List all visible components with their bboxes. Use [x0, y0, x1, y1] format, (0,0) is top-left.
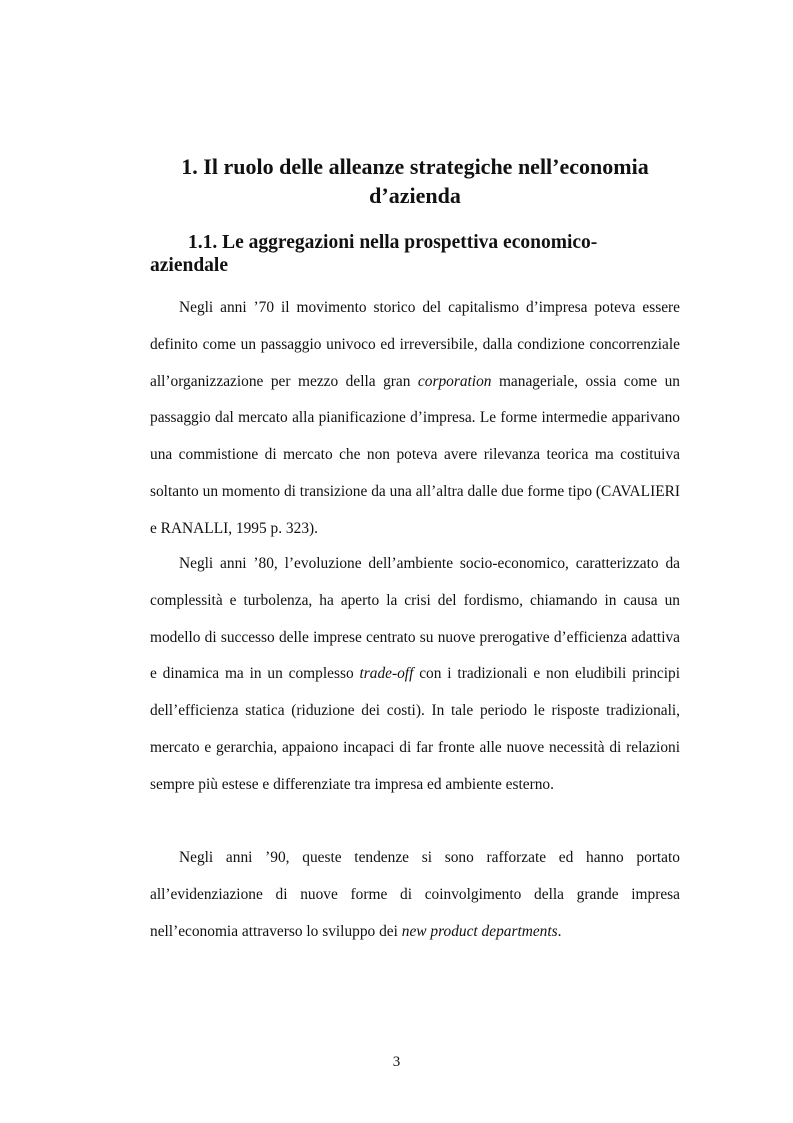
section-title-line-2: aziendale — [150, 255, 228, 276]
paragraph-2-part-1: Negli anni ’80, l’evoluzione dell’ambiente socio-economico, caratterizzato da complessità e turbolenza, ha aperto la crisi del fordismo, chiamando in causa un modello di successo delle imprese centrato su nuove prerogative d’efficienza adattiva e dinamica ma in un complesso — [150, 555, 680, 683]
paragraph-3 — [150, 840, 680, 950]
paragraph-1-part-1: Negli anni ’70 il movimento storico del capitalismo d’impresa poteva essere definito come un passaggio univoco ed irreversibile, dalla condizione concorrenziale all’organizzazione per mezzo della gran — [150, 299, 680, 390]
section-title-line-1: 1.1. Le aggregazioni nella prospettiva economico- — [188, 232, 598, 253]
paragraph-1-part-2: manageriale, ossia come un passaggio dal mercato alla pianificazione d’impresa. Le forme intermedie apparivano una commistione di mercato che non poteva avere rilevanza teorica ma costituiva soltanto un momento di transizione da una all’altra dalle due forme tipo (CAVALIERI e RANALLI, 1995 p. 323). — [150, 372, 680, 537]
paragraph-1-emphasis: corporation — [417, 372, 492, 390]
paragraph-2-emphasis: trade-off — [359, 665, 414, 683]
paragraph-3-part-2: . — [557, 922, 562, 940]
paragraph-3-part-1: Negli anni ’90, queste tendenze si sono rafforzate ed hanno portato all’evidenziazione di nuove forme di coinvolgimento della grande impresa nell’economia attraverso lo sviluppo dei — [150, 849, 680, 940]
paragraph-1-text — [150, 290, 680, 548]
paragraph-2-text — [150, 546, 680, 804]
page-number: 3 — [392, 1054, 401, 1070]
paragraph-2 — [150, 546, 680, 804]
paragraph-2-part-2: con i tradizionali e non eludibili principi dell’efficienza statica (riduzione dei costi). In tale periodo le risposte tradizionali, mercato e gerarchia, appaiono incapaci di far fronte alle nuove necessità di relazioni sempre più estese e differenziate tra impresa ed ambiente esterno. — [150, 665, 681, 793]
chapter-title-line-1: 1. Il ruolo delle alleanze strategiche nell’economia — [181, 154, 649, 179]
paragraph-3-emphasis: new product departments — [401, 922, 558, 940]
paragraph-3-text — [150, 840, 680, 950]
chapter-title — [150, 152, 680, 210]
paragraph-1 — [150, 290, 680, 548]
section-title — [150, 231, 680, 277]
chapter-title-line-2: d’azienda — [369, 183, 461, 208]
